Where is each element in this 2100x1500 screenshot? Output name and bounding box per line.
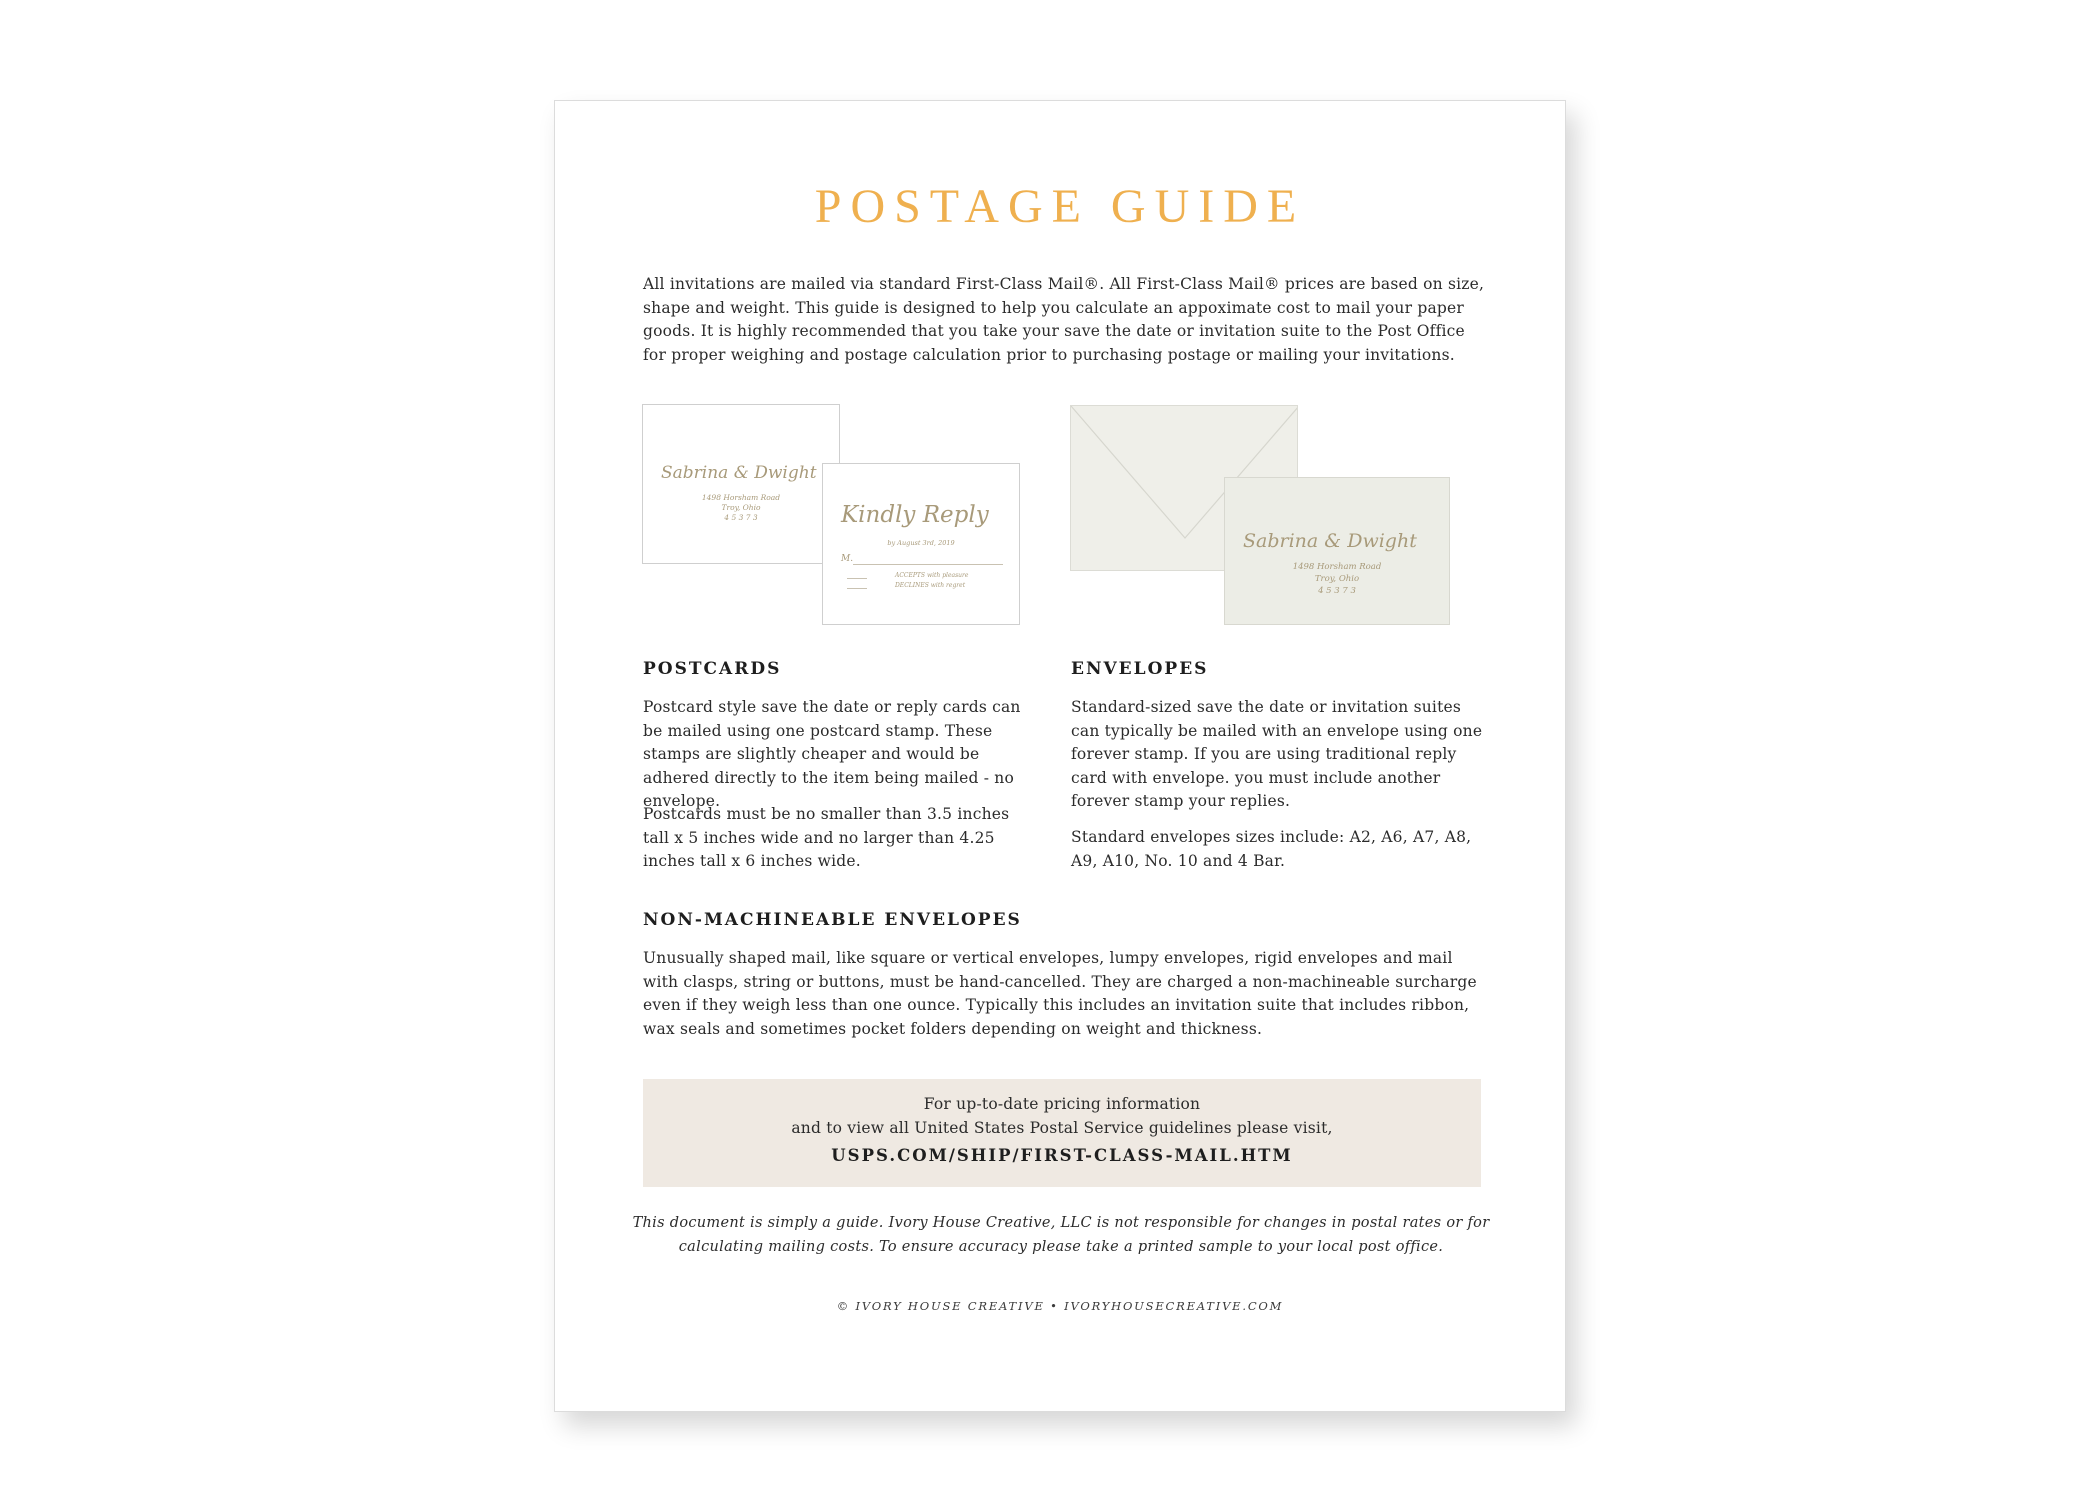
- envelope-front-illustration: [1224, 477, 1450, 625]
- reply-card-heading: Kindly Reply: [841, 502, 989, 528]
- postcard-names: Sabrina & Dwight: [661, 463, 817, 483]
- postcards-paragraph-1: Postcard style save the date or reply cards can be mailed using one postcard stamp. These stamps are slightly cheaper and would be adhered directly to the item being mailed - no envelope.: [643, 698, 1021, 810]
- envelope-address-line1: 1498 Horsham Road: [1292, 562, 1382, 572]
- pricing-info-box: [643, 1079, 1481, 1187]
- postcards-heading: POSTCARDS: [643, 659, 782, 679]
- envelope-zip: 4 5 3 7 3: [1318, 586, 1356, 596]
- info-line-2: and to view all United States Postal Service guidelines please visit,: [791, 1118, 1333, 1137]
- envelope-names: Sabrina & Dwight: [1243, 530, 1417, 552]
- postcards-paragraph-2: Postcards must be no smaller than 3.5 inches tall x 5 inches wide and no larger than 4.25 inches tall x 6 inches wide.: [643, 805, 1010, 870]
- envelopes-paragraph-1: Standard-sized save the date or invitation suites can typically be mailed with an envelope using one forever stamp. If you are using traditional reply card with envelope. you must include another forever stamp your replies.: [1071, 698, 1483, 810]
- postcard-address-line2: Troy, Ohio: [721, 503, 761, 512]
- postcard-illustration: [642, 404, 840, 564]
- footer-credit: © IVORY HOUSE CREATIVE • IVORYHOUSECREATIVE.COM: [836, 1299, 1284, 1313]
- non-machineable-heading: NON-MACHINEABLE ENVELOPES: [643, 910, 1022, 930]
- intro-paragraph: All invitations are mailed via standard First-Class Mail®. All First-Class Mail® prices are based on size, shape and weight. This guide is designed to help you calculate an appoximate cost to mail your paper goods. It is highly recommended that you take your save the date or invitation suite to the Post Office for proper weighing and postage calculation prior to purchasing postage or mailing your invitations.: [643, 275, 1485, 364]
- page-title: POSTAGE GUIDE: [814, 180, 1306, 233]
- reply-card-m-label: M.: [841, 554, 854, 564]
- envelopes-heading: ENVELOPES: [1071, 659, 1209, 679]
- postcard-address-line1: 1498 Horsham Road: [701, 493, 781, 502]
- envelopes-paragraph-2: Standard envelopes sizes include: A2, A6, A7, A8, A9, A10, No. 10 and 4 Bar.: [1071, 828, 1472, 870]
- disclaimer-text: This document is simply a guide. Ivory House Creative, LLC is not responsible for changes in postal rates or for calculating mailing costs. To ensure accuracy please take a printed sample to your local post office.: [632, 1215, 1490, 1255]
- reply-card-decline-blank: [847, 588, 867, 589]
- non-machineable-paragraph: Unusually shaped mail, like square or vertical envelopes, lumpy envelopes, rigid envelopes and mail with clasps, string or buttons, must be hand-cancelled. They are charged a non-machineable surcharge even if they weigh less than one ounce. Typically this includes an invitation suite that includes ribbon, wax seals and sometimes pocket folders depending on weight and thickness.: [643, 949, 1477, 1038]
- reply-card-accept-blank: [847, 578, 867, 579]
- reply-card-name-line: [853, 564, 1003, 565]
- reply-card-accepts: ACCEPTS with pleasure: [895, 572, 969, 579]
- reply-card-date: by August 3rd, 2019: [887, 539, 955, 547]
- postcard-zip: 4 5 3 7 3: [724, 513, 758, 522]
- usps-url-link[interactable]: USPS.COM/SHIP/FIRST-CLASS-MAIL.HTM: [831, 1146, 1293, 1165]
- info-line-1: For up-to-date pricing information: [923, 1095, 1201, 1113]
- reply-card-declines: DECLINES with regret: [895, 582, 966, 589]
- reply-card-illustration: [822, 463, 1020, 625]
- envelope-address-line2: Troy, Ohio: [1314, 574, 1360, 584]
- postage-guide-page: [554, 100, 1566, 1412]
